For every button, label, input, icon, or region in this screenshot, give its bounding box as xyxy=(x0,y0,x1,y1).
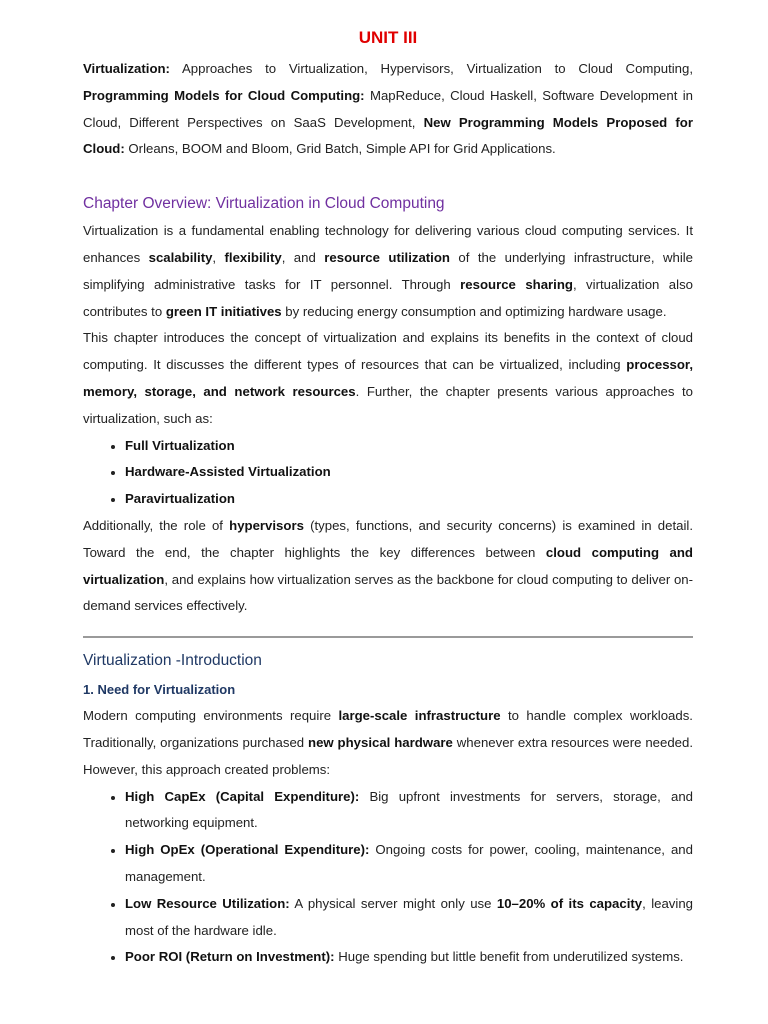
text: of the underlying infrastructure, while simplifying administrative tasks for IT personnel. Through xyxy=(83,249,694,292)
list-item xyxy=(125,891,693,945)
bold-term: flexibility xyxy=(224,249,282,265)
syllabus-bold-programming-models: Programming Models for Cloud Computing: xyxy=(83,87,365,103)
list-item xyxy=(125,486,693,513)
text: , and xyxy=(281,249,325,265)
problem-text: Big upfront investments for servers, storage, and networking equipment. xyxy=(125,788,693,831)
problem-label: Poor ROI (Return on Investment): xyxy=(125,949,335,965)
approaches-list xyxy=(83,433,693,513)
bold-term: cloud computing and virtualization xyxy=(83,544,693,587)
bold-term: green IT initiatives xyxy=(165,303,282,319)
overview-paragraph-1 xyxy=(83,218,693,325)
problem-label: High OpEx (Operational Expenditure): xyxy=(125,842,370,858)
text: whenever extra resources were needed. However, this approach created problems: xyxy=(83,734,694,777)
text: This chapter introduces the concept of virtualization and explains its benefits in the context of cloud computing. It discusses the different types of resources that can be virtualized, including xyxy=(83,330,693,373)
syllabus-paragraph xyxy=(83,56,693,163)
chapter-overview-heading: Chapter Overview: Virtualization in Cloud Computing xyxy=(83,195,445,213)
text: , xyxy=(212,249,225,265)
problem-label: Low Resource Utilization: xyxy=(125,895,290,911)
bold-term: resource utilization xyxy=(324,249,450,265)
list-item xyxy=(125,944,693,971)
syllabus-text-c: Orleans, BOOM and Bloom, Grid Batch, Simple API for Grid Applications. xyxy=(124,141,556,157)
problem-label: High CapEx (Capital Expenditure): xyxy=(125,788,360,804)
problem-text: , leaving most of the hardware idle. xyxy=(125,895,693,938)
bold-term: new physical hardware xyxy=(308,734,453,750)
approach-paravirtualization: Paravirtualization xyxy=(125,491,235,507)
bold-term: 10–20% of its capacity xyxy=(496,895,643,911)
bold-term: large-scale infrastructure xyxy=(338,708,501,724)
bold-term: processor, memory, storage, and network resources xyxy=(83,357,693,399)
text: . Further, the chapter presents various approaches to virtualization, such as: xyxy=(83,383,693,426)
section-divider xyxy=(83,636,693,638)
syllabus-text-b: MapReduce, Cloud Haskell, Software Development in Cloud, Different Perspectives on SaaS Development, xyxy=(83,87,694,130)
need-subheading: 1. Need for Virtualization xyxy=(83,682,236,698)
text: , virtualization also contributes to xyxy=(83,276,693,319)
text: Modern computing environments require xyxy=(83,708,339,724)
unit-title: UNIT III xyxy=(358,28,418,47)
text: Additionally, the role of xyxy=(83,517,230,533)
list-item xyxy=(125,433,693,460)
document-page xyxy=(83,24,693,971)
text: to handle complex workloads. Traditionally, organizations purchased xyxy=(83,708,693,750)
problem-text: Ongoing costs for power, cooling, maintenance, and management. xyxy=(125,842,693,884)
bold-term: scalability xyxy=(148,249,213,265)
approach-full-virtualization: Full Virtualization xyxy=(125,437,235,453)
overview-paragraph-3 xyxy=(83,513,693,620)
text: , and explains how virtualization serves as the backbone for cloud computing to deliver on-demand services effectively. xyxy=(83,571,693,614)
bold-term: resource sharing xyxy=(460,276,573,292)
problem-text: Huge spending but little benefit from underutilized systems. xyxy=(334,949,684,965)
list-item xyxy=(125,459,693,486)
text: Virtualization is a fundamental enabling technology for delivering various cloud computing services. It enhances xyxy=(83,223,693,265)
intro-paragraph-1 xyxy=(83,703,693,783)
syllabus-text-a: Approaches to Virtualization, Hypervisors, Virtualization to Cloud Computing, xyxy=(169,61,693,76)
overview-paragraph-2 xyxy=(83,325,693,432)
list-item xyxy=(125,837,693,891)
problems-list xyxy=(83,784,693,972)
approach-hardware-assisted: Hardware-Assisted Virtualization xyxy=(125,464,331,480)
text: (types, functions, and security concerns) is examined in detail. Toward the end, the chapter highlights the key differences between xyxy=(83,517,693,560)
syllabus-bold-virtualization: Virtualization: xyxy=(83,61,170,76)
syllabus-bold-new-models: New Programming Models Proposed for Cloud: xyxy=(83,114,693,157)
list-item xyxy=(125,784,693,838)
problem-text: A physical server might only use xyxy=(289,895,497,911)
introduction-heading: Virtualization -Introduction xyxy=(83,652,262,670)
text: by reducing energy consumption and optimizing hardware usage. xyxy=(281,303,667,319)
bold-term: hypervisors xyxy=(229,517,304,533)
